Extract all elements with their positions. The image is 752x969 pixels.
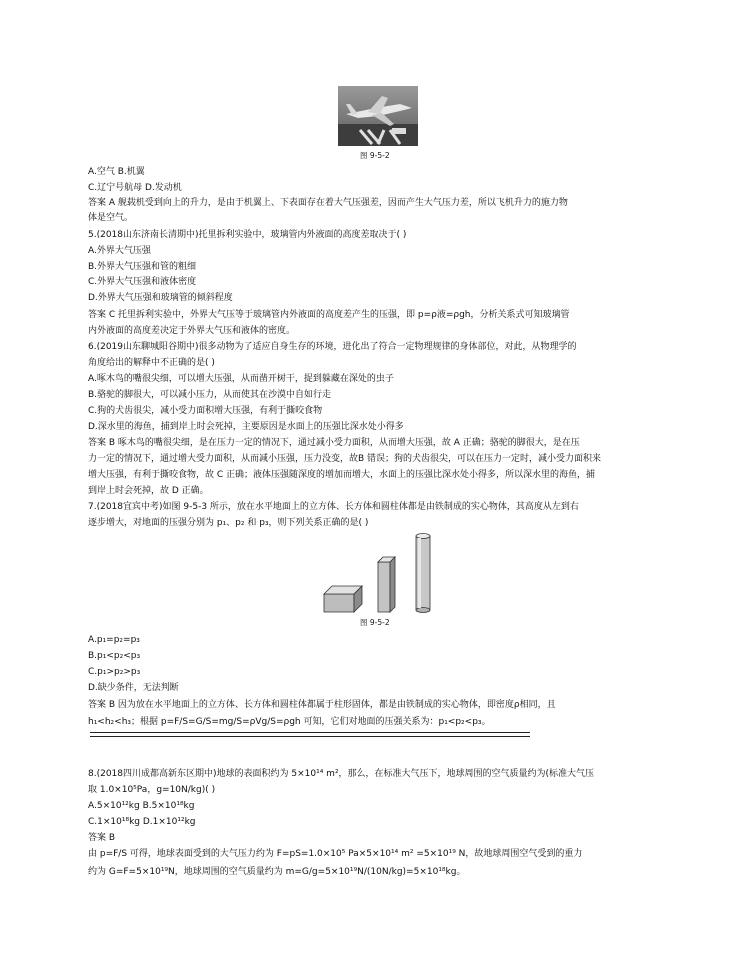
text-line: C.1×10¹⁸kg D.1×10¹²kg xyxy=(88,817,196,827)
text-line: C.辽宁号航母 D.发动机 xyxy=(88,183,182,193)
option-c: C.p₁>p₂>p₃ xyxy=(88,667,141,677)
text-line: A.空气 B.机翼 xyxy=(88,167,145,177)
text-line: 答案 B 啄木鸟的嘴很尖细，是在压力一定的情况下，通过减小受力面积，从而增大压强，故 A 正确；骆驼的脚很大，是在压 xyxy=(88,438,580,448)
text-line: 7.(2018宜宾中考)如图 9-5-3 所示，放在水平地面上的立方体、长方体和圆柱体都是由铁制成的实心物体，其高度从左到右 xyxy=(88,502,579,512)
text-line: D.深水里的海鱼，捕到岸上时会死掉，主要原因是水面上的压强比深水处小得多 xyxy=(88,422,404,432)
fighter-jet-photo xyxy=(338,86,418,146)
text-line: C.狗的犬齿很尖，减小受力面积增大压强，有利于撕咬食物 xyxy=(88,406,323,416)
formula-underline-double xyxy=(90,736,530,737)
text-line: 内外液面的高度差决定于外界大气压和液体的密度。 xyxy=(88,326,296,336)
text-line: 到岸上时会死掉，故 D 正确。 xyxy=(88,486,209,496)
text-line: 角度给出的解释中不正确的是( ) xyxy=(88,358,215,368)
text-line: 约为 G=F=5×10¹⁹N，地球周围的空气质量约为 m=G/g=5×10¹⁹N/(10N/kg)=5×10¹⁸kg。 xyxy=(88,867,466,877)
text-line: 取 1.0×10⁵Pa，g=10N/kg)( ) xyxy=(88,785,216,795)
text-line: 增大压强，有利于撕咬食物，故 C 正确；液体压强随深度的增加而增大，水面上的压强比深水处小得多，所以深水里的海鱼，捕 xyxy=(88,470,596,480)
text-line: 答案 A 舰载机受到向上的升力，是由于机翼上、下表面存在着大气压强差，因而产生大气压力差，所以飞机升力的施力物 xyxy=(88,198,568,208)
option-a: A.p₁=p₂=p₃ xyxy=(88,635,140,645)
text-line: D.外界大气压强和玻璃管的倾斜程度 xyxy=(88,293,233,303)
answer-line: 答案 B 因为放在水平地面上的立方体、长方体和圆柱体都属于柱形固体，都是由铁制成的实心物体，即密度ρ相同，且 xyxy=(88,700,556,710)
answer-line: h₁<h₂<h₃；根据 p=F/S=G/S=mg/S=ρVg/S=ρgh 可知，它们对地面的压强关系为：p₁<p₂<p₃。 xyxy=(88,717,491,727)
text-line: 体是空气。 xyxy=(88,213,134,223)
text-line: 5.(2018山东济南长清期中)托里拆利实验中，玻璃管内外液面的高度差取决于( ) xyxy=(88,230,407,240)
text-line: A.5×10¹²kg B.5×10¹⁸kg xyxy=(88,801,195,811)
text-line: 答案 C 托里拆利实验中，外界大气压等于玻璃管内外液面的高度差产生的压强，即 p=ρ液=ρgh，分析关系式可知玻璃管 xyxy=(88,310,570,320)
text-line: 由 p=F/S 可得，地球表面受到的大气压力约为 F=pS=1.0×10⁵ Pa×5×10¹⁴ m² =5×10¹⁹ N，故地球周围空气受到的重力 xyxy=(88,849,583,859)
text-line: A.啄木鸟的嘴很尖细，可以增大压强，从而凿开树干，捉到躲藏在深处的虫子 xyxy=(88,374,394,384)
figure1-caption: 图 9-5-2 xyxy=(360,151,390,160)
option-d: D.缺少条件，无法判断 xyxy=(88,683,179,693)
text-line: 8.(2018四川成都高新东区期中)地球的表面积约为 5×10¹⁴ m²，那么，在标准大气压下，地球周围的空气质量约为(标准大气压 xyxy=(88,769,595,779)
figure2-caption: 图 9-5-2 xyxy=(360,618,390,627)
text-line: B.骆驼的脚很大，可以减小压力，从而使其在沙漠中自如行走 xyxy=(88,390,332,400)
fighter-jet-icon xyxy=(338,86,418,146)
cube-cuboid-cylinder-icon xyxy=(320,532,436,614)
text-line: A.外界大气压强 xyxy=(88,246,151,256)
text-line: B.外界大气压强和管的粗细 xyxy=(88,262,197,272)
text-line: 6.(2019山东聊城阳谷期中)很多动物为了适应自身生存的环境，进化出了符合一定物理规律的身体部位，对此，从物理学的 xyxy=(88,342,577,352)
text-line: C.外界大气压强和液体密度 xyxy=(88,277,197,287)
text-line: 力一定的情况下，通过增大受力面积，从而减小压强，压力没变，故B 错误；狗的犬齿很尖，可以在压力一定时，减小受力面积来 xyxy=(88,454,602,464)
answer-label: 答案 B xyxy=(88,833,116,843)
text-line: 逐步增大，对地面的压强分别为 p₁、p₂ 和 p₃，则下列关系正确的是( ) xyxy=(88,518,369,528)
option-b: B.p₁<p₂<p₃ xyxy=(88,651,141,661)
solids-drawing xyxy=(320,532,436,614)
formula-underline xyxy=(90,732,530,733)
